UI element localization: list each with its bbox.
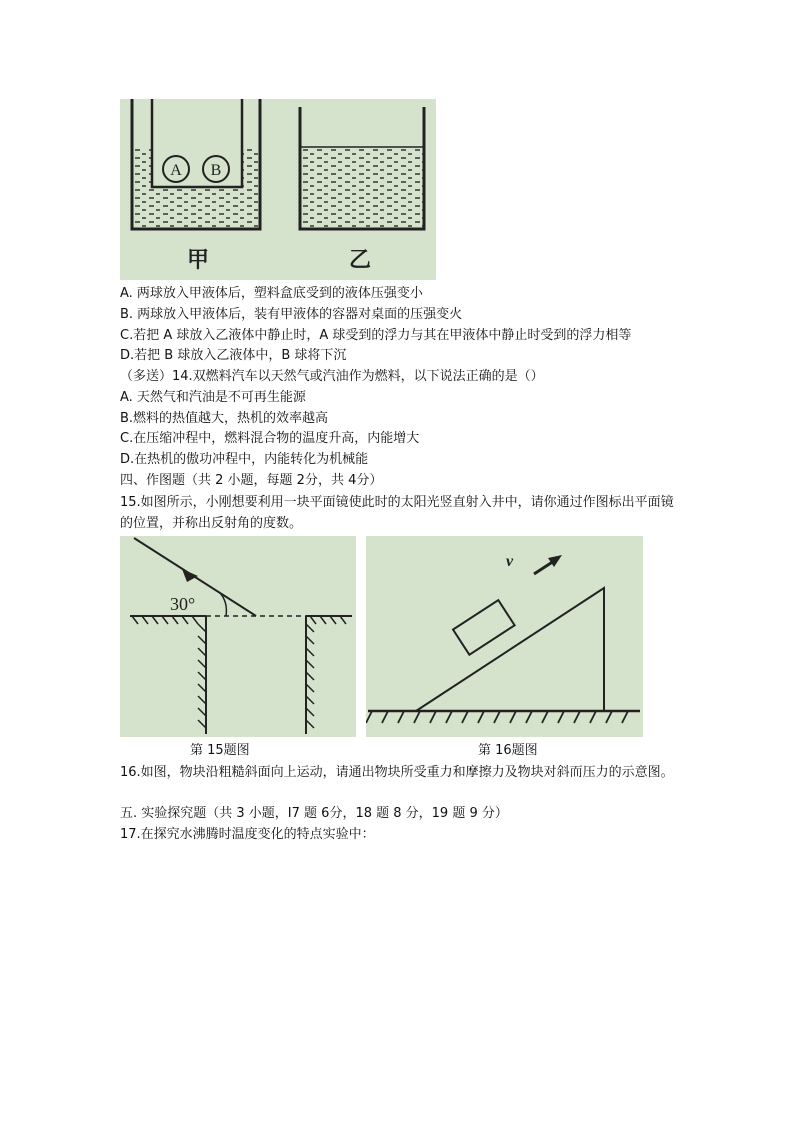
q14-option-a: A. 天然气和汽油是不可再生能源 xyxy=(120,390,306,405)
velocity-label: v xyxy=(506,553,514,570)
incline-drawing xyxy=(366,536,643,737)
label-yi: 乙 xyxy=(348,248,372,273)
fig15-caption: 第 15题图 xyxy=(190,743,250,758)
q15-text: 15.如图所示，小刚想要利用一块平面镜使此时的太阳光竖直射入井中，请你通过作图标出平面镜的位置，并称出反射角的度数。 xyxy=(120,495,674,531)
q14-option-d: D.在热机的傲功冲程中，内能转化为机械能 xyxy=(120,452,369,467)
section4-title: 四、作图题（共 2 小题，每题 2分，共 4分） xyxy=(120,473,383,488)
q14-stem: （多送）14.双燃料汽车以天然气或汽油作为燃料，以下说法正确的是（） xyxy=(120,369,544,384)
figure-containers xyxy=(120,99,436,280)
section5-title: 五. 实验探究题（共 3 小题，I7 题 6分，18 题 8 分，19 题 9 分） xyxy=(120,806,508,821)
containers-drawing xyxy=(120,99,436,280)
angle-label: 30° xyxy=(170,594,196,614)
label-jia: 甲 xyxy=(186,248,210,273)
q13-option-b: B. 两球放入甲液体后，装有甲液体的容器对桌面的压强变火 xyxy=(120,307,463,322)
well-drawing xyxy=(120,536,356,737)
q16-text: 16.如图，物块沿粗糙斜面向上运动，请通出物块所受重力和摩擦力及物块对斜而压力的示意图。 xyxy=(120,765,674,780)
q14-option-c: C.在压缩冲程中，燃料混合物的温度升高，内能增大 xyxy=(120,431,420,446)
q17-text: 17.在探究水沸腾时温度变化的特点实验中： xyxy=(120,827,375,842)
q13-option-a: A. 两球放入甲液体后，塑料盒底受到的液体压强变小 xyxy=(120,286,423,301)
ball-a-label: A xyxy=(170,162,182,179)
incline xyxy=(416,588,604,711)
velocity-arrow xyxy=(534,561,554,574)
q13-option-d: D.若把 B 球放入乙液体中，B 球将下沉 xyxy=(120,348,347,363)
ball-b-label: B xyxy=(210,162,222,179)
ray-arrow-icon xyxy=(182,569,198,582)
figure-15 xyxy=(120,536,356,737)
liquid-yi xyxy=(300,147,424,229)
q14-option-b: B.燃料的热值越大，热机的效率越高 xyxy=(120,411,329,426)
block xyxy=(453,600,515,655)
q13-option-c: C.若把 A 球放入乙液体中静止时，A 球受到的浮力与其在甲液体中静止时受到的浮力相等 xyxy=(120,328,632,343)
fig16-caption: 第 16题图 xyxy=(478,743,538,758)
figure-16 xyxy=(366,536,643,737)
